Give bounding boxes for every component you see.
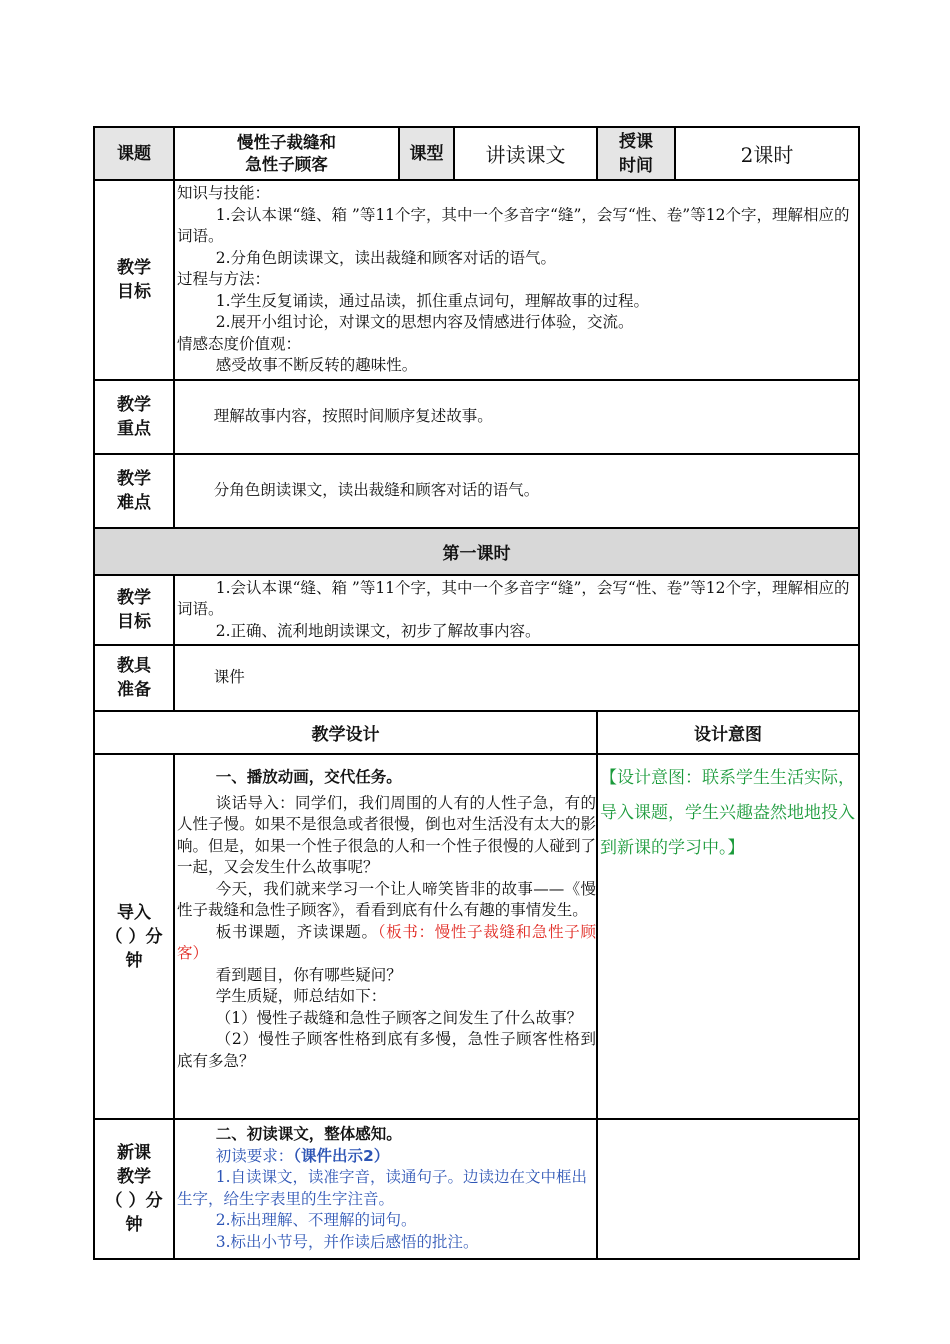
lesson-plan-sheet [93, 126, 858, 1260]
new-lesson-label-line2: 教学 [117, 1167, 151, 1187]
difficulties-label-line1: 教学 [117, 468, 151, 489]
hours-label-line2: 时间 [619, 155, 653, 176]
goals-line: 情感态度价值观： [177, 334, 302, 353]
difficulties-row [94, 454, 859, 528]
type-label: 课型 [399, 127, 454, 180]
goals-line: 2.展开小组讨论，对课文的思想内容及情感进行体验，交流。 [215, 313, 634, 331]
new-lesson-req-bold: （课件出示2） [293, 1146, 390, 1165]
tools-text: 课件 [174, 645, 859, 711]
lesson1-goals-label [94, 575, 174, 646]
header-row [94, 127, 859, 180]
goals-line: 过程与方法： [177, 270, 271, 288]
intro-board-note: （板书：慢性子裁缝和急性子顾客） [177, 922, 596, 962]
lesson-plan-table [93, 126, 860, 1260]
lesson1-goal: 1.会认本课“缝、箱 ”等11个字，其中一个多音字“缝”，会写“性、卷”等12个字，理解相应的词语。 [177, 578, 850, 618]
goals-line: 1.会认本课“缝、箱 ”等11个字，其中一个多音字“缝”，会写“性、卷”等12个字，理解相应的词语。 [177, 205, 850, 245]
intent-header: 设计意图 [597, 711, 859, 754]
intro-paragraph: 今天，我们就来学习一个让人啼笑皆非的故事——《慢性子裁缝和急性子顾客》，看看到底有什么有趣的事情发生。 [177, 879, 596, 919]
intro-row [94, 754, 859, 1119]
topic-title-line1: 慢性子裁缝和 [237, 132, 336, 152]
lesson1-goal: 2.正确、流利地朗读课文，初步了解故事内容。 [215, 621, 541, 640]
intro-paragraph [177, 922, 596, 965]
new-lesson-label-line4: 钟 [125, 1215, 143, 1235]
design-header: 教学设计 [94, 711, 597, 754]
new-lesson-row [94, 1119, 859, 1259]
tools-label [94, 645, 174, 711]
topic-label: 课题 [94, 127, 174, 180]
new-lesson-req-item: 1.自读课文，读准字音，读通句子。边读边在文中框出生字，给生字表里的生字注音。 [177, 1168, 588, 1208]
new-lesson-req-item: 3.标出小节号，并作读后感悟的批注。 [215, 1232, 479, 1251]
intro-label-line2: （ ）分 [105, 926, 163, 947]
intro-label-line3: 钟 [125, 950, 143, 971]
new-lesson-label-line3: （ ）分 [105, 1191, 163, 1211]
hours-label [597, 127, 675, 180]
intro-paragraph: 谈话导入：同学们，我们周围的人有的人性子急，有的人性子慢。如果不是很急或者很慢，倒也对生活没有太大的影响。但是，如果一个性子很急的人和一个性子很慢的人碰到了一起，又会发生什么故事呢？ [177, 793, 596, 876]
difficulties-text: 分角色朗读课文，读出裁缝和顾客对话的语气。 [174, 454, 859, 528]
goals-label-line2: 目标 [117, 281, 151, 302]
key-points-label-line2: 重点 [117, 418, 151, 439]
intro-question: （2）慢性子顾客性格到底有多慢，急性子顾客性格到底有多急？ [177, 1030, 596, 1070]
goals-label-line1: 教学 [117, 257, 151, 278]
intro-intent: 【设计意图：联系学生生活实际，导入课题，学生兴趣盎然地地投入到新课的学习中。】 [597, 754, 859, 1119]
goals-row [94, 180, 859, 380]
lesson1-goals-label-line2: 目标 [117, 611, 151, 632]
lesson1-goals-row [94, 575, 859, 646]
new-lesson-req-item: 2.标出理解、不理解的词句。 [215, 1211, 417, 1229]
lesson1-heading-row [94, 528, 859, 575]
topic-title [174, 127, 399, 180]
goals-line: 1.学生反复诵读，通过品读，抓住重点词句，理解故事的过程。 [215, 291, 650, 310]
intro-board-text: 板书课题，齐读课题。 [215, 922, 378, 941]
lesson1-goals-label-line1: 教学 [117, 587, 151, 608]
new-lesson-req-label: 初读要求： [215, 1146, 294, 1165]
key-points-label [94, 380, 174, 454]
intro-paragraph: 看到题目，你有哪些疑问？ [215, 965, 402, 984]
intro-content [174, 754, 597, 1119]
key-points-label-line1: 教学 [117, 394, 151, 415]
tools-row [94, 645, 859, 711]
goals-line: 知识与技能： [177, 184, 271, 202]
difficulties-label-line2: 难点 [117, 492, 151, 513]
goals-label [94, 180, 174, 380]
difficulties-label [94, 454, 174, 528]
topic-title-line2: 急性子顾客 [245, 154, 328, 174]
goals-content [174, 180, 859, 380]
new-lesson-req [177, 1146, 596, 1168]
intro-label [94, 754, 174, 1119]
tools-label-line1: 教具 [117, 656, 151, 676]
key-points-row [94, 380, 859, 454]
new-lesson-label-line1: 新课 [117, 1143, 151, 1163]
new-lesson-heading: 二、初读课文，整体感知。 [215, 1125, 402, 1143]
goals-line: 2.分角色朗读课文，读出裁缝和顾客对话的语气。 [215, 248, 557, 267]
intro-question: （1）慢性子裁缝和急性子顾客之间发生了什么故事？ [215, 1008, 583, 1027]
intro-paragraph: 学生质疑，师总结如下： [215, 987, 387, 1005]
new-lesson-content [174, 1119, 597, 1259]
intro-label-line1: 导入 [117, 902, 151, 923]
intro-heading: 一、播放动画，交代任务。 [215, 768, 402, 786]
design-header-row [94, 711, 859, 754]
hours-label-line1: 授课 [619, 131, 653, 152]
type-value: 讲读课文 [454, 127, 597, 180]
key-points-text: 理解故事内容，按照时间顺序复述故事。 [174, 380, 859, 454]
new-lesson-label [94, 1119, 174, 1259]
hours-value: 2课时 [675, 127, 859, 180]
new-lesson-intent [597, 1119, 859, 1259]
lesson1-goals-content [174, 575, 859, 646]
tools-label-line2: 准备 [117, 680, 151, 700]
goals-line: 感受故事不断反转的趣味性。 [215, 356, 418, 374]
lesson1-title: 第一课时 [94, 528, 859, 575]
